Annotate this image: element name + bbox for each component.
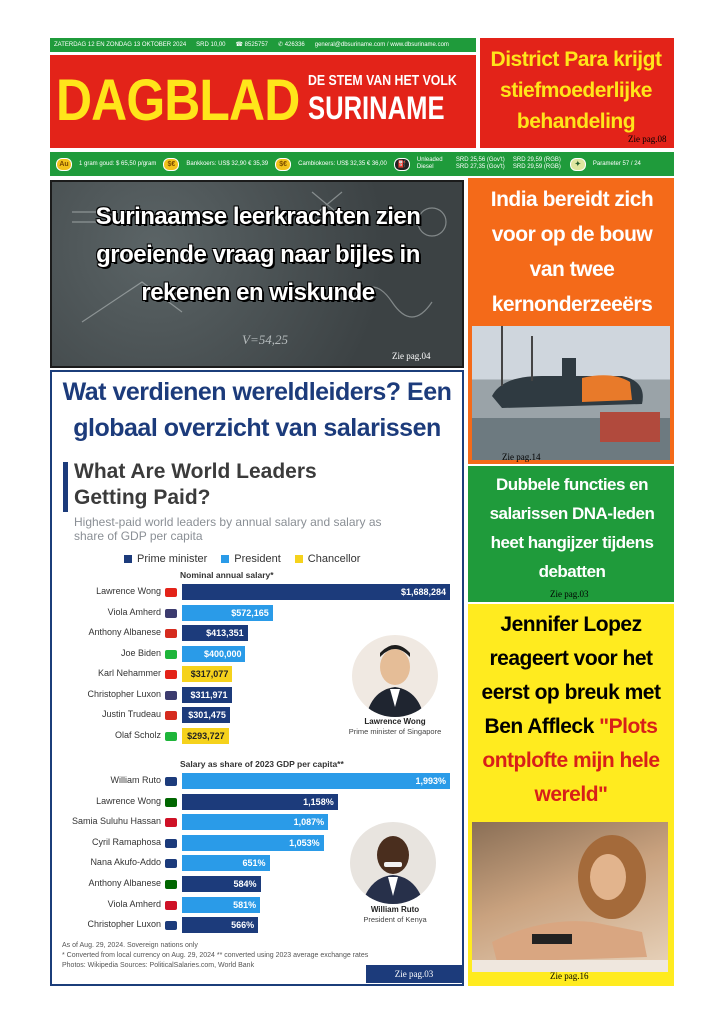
- s2-flag-icon-7: [165, 921, 177, 930]
- footnote-2: * Converted from local currency on Aug. 29, 2024 ** converted using 2023 average exchange rates: [62, 952, 369, 959]
- see-page-wereldleiders: Zie pag.03: [366, 965, 462, 983]
- chart-title: What Are World Leaders Getting Paid?: [74, 460, 317, 509]
- rates-bar: [50, 152, 674, 176]
- s1-bar-1: $572,165: [182, 605, 273, 621]
- s2-bar-5: 584%: [182, 876, 261, 892]
- s2-bar-7: 566%: [182, 917, 258, 933]
- top-info-bar: [50, 38, 476, 52]
- bank-rate: Bankkoers: US$ 32,90 € 35,39: [186, 161, 269, 167]
- s2-label-4: Nana Akufo-Addo: [90, 857, 161, 868]
- footnote-1: As of Aug. 29, 2024. Sovereign nations only: [62, 942, 198, 949]
- parameter: Parameter 57 / 24: [592, 161, 641, 167]
- svg-text:V=54,25: V=54,25: [242, 332, 288, 347]
- parameter-icon: ✦: [570, 158, 586, 171]
- masthead-title: DAGBLAD: [56, 68, 300, 133]
- see-page-india: Zie pag.14: [502, 452, 541, 462]
- s2-flag-icon-5: [165, 880, 177, 889]
- cambio-rate: Cambiokoers: US$ 32,35 € 36,00: [298, 161, 387, 167]
- fuel-pump-icon: ⛽: [394, 158, 410, 171]
- fuel-price-1: SRD 25,56 (Gov't) SRD 27,35 (Gov't): [455, 157, 505, 170]
- headline-dna[interactable]: Dubbele functies en salarissen DNA-leden heet hangijzer tijdens debatten: [489, 475, 655, 581]
- chart-subtitle: Highest-paid world leaders by annual salary and salary as share of GDP per capita: [74, 515, 382, 543]
- s2-bar-4: 651%: [182, 855, 270, 871]
- photo1-name: Lawrence Wong: [364, 717, 426, 726]
- s1-bar-3: $400,000: [182, 646, 245, 662]
- s1-label-5: Christopher Luxon: [87, 688, 161, 699]
- s1-bar-0: $1,688,284: [182, 584, 450, 600]
- dollar-euro-icon: $€: [163, 158, 179, 171]
- headline-jlo[interactable]: [472, 608, 670, 812]
- s2-label-6: Viola Amherd: [107, 898, 161, 909]
- s1-label-6: Justin Trudeau: [101, 709, 161, 719]
- s2-flag-icon-1: [165, 798, 177, 807]
- s1-flag-icon-2: [165, 629, 177, 638]
- william-ruto-photo: [350, 822, 436, 904]
- s1-bar-5: $311,971: [182, 687, 232, 703]
- footnote-3: Photos: Wikipedia Sources: PoliticalSalaries.com, World Bank: [62, 962, 255, 969]
- chart-legend: [124, 553, 360, 565]
- s2-bar-3: 1,053%: [182, 835, 324, 851]
- see-page-dna: Zie pag.03: [550, 589, 589, 599]
- section2-title: Salary as share of 2023 GDP per capita**: [180, 759, 344, 769]
- s1-flag-icon-1: [165, 609, 177, 618]
- issue-price: SRD 10,00: [196, 42, 226, 48]
- headline-jlo-quote: "Plots ontplofte mijn hele wereld": [482, 715, 660, 806]
- s1-bar-4: $317,077: [182, 666, 232, 682]
- s2-flag-icon-6: [165, 901, 177, 910]
- s1-bar-7: $293,727: [182, 728, 229, 744]
- s1-bar-2: $413,351: [182, 625, 248, 641]
- lawrence-wong-photo: [352, 635, 438, 717]
- email-web[interactable]: general@dbsuriname.com / www.dbsuriname.com: [314, 42, 449, 48]
- phone-number: ☎ 8525757: [235, 42, 269, 48]
- gold-icon: Au: [56, 158, 72, 171]
- jennifer-lopez-photo: [472, 822, 668, 972]
- s2-flag-icon-2: [165, 818, 177, 827]
- see-page-district-para: Zie pag.08: [628, 134, 667, 144]
- s2-bar-0: 1,993%: [182, 773, 450, 789]
- issue-date: ZATERDAG 12 EN ZONDAG 13 OKTOBER 2024: [54, 42, 187, 48]
- headline-jlo-main: Jennifer Lopez reageert voor het eerst op breuk met Ben Affleck: [481, 613, 661, 738]
- s2-bar-1: 1,158%: [182, 794, 338, 810]
- legend-item-president: President: [221, 553, 280, 565]
- s1-label-1: Viola Amherd: [107, 606, 161, 617]
- dollar-euro-icon-2: $€: [275, 158, 291, 171]
- s2-flag-icon-0: [165, 777, 177, 786]
- s1-flag-icon-3: [165, 650, 177, 659]
- headline-district-para[interactable]: District Para krijgt stiefmoederlijke behandeling: [490, 48, 662, 133]
- s1-flag-icon-4: [165, 670, 177, 679]
- submarine-photo: [472, 326, 670, 460]
- masthead-name: SURINAME: [308, 90, 445, 126]
- s1-flag-icon-5: [165, 691, 177, 700]
- fuel-price-2: SRD 29,59 (RGB) SRD 29,59 (RGB): [512, 157, 561, 170]
- masthead-tagline: DE STEM VAN HET VOLK: [308, 72, 457, 89]
- legend-item-pm: Prime minister: [124, 553, 207, 565]
- photo2-role: President of Kenya: [363, 915, 427, 924]
- s2-flag-icon-3: [165, 839, 177, 848]
- s2-label-7: Christopher Luxon: [87, 919, 161, 930]
- see-page-leerkrachten: Zie pag.04: [392, 351, 431, 361]
- fuel-label: Unleaded Diesel: [416, 157, 443, 170]
- s2-flag-icon-4: [165, 859, 177, 868]
- title-accent-bar: [63, 462, 68, 512]
- whatsapp-number: ✆ 426336: [278, 42, 305, 48]
- s2-label-0: William Ruto: [110, 775, 161, 785]
- s1-flag-icon-7: [165, 732, 177, 741]
- s1-flag-icon-6: [165, 711, 177, 720]
- s2-bar-2: 1,087%: [182, 814, 328, 830]
- see-page-jlo: Zie pag.16: [550, 971, 589, 981]
- s1-flag-icon-0: [165, 588, 177, 597]
- s1-label-2: Anthony Albanese: [88, 627, 161, 637]
- photo1-role: Prime minister of Singapore: [348, 727, 442, 736]
- headline-leerkrachten[interactable]: Surinaamse leerkrachten zien groeiende vraag naar bijles in rekenen en wiskunde: [95, 203, 421, 306]
- s1-label-4: Karl Nehammer: [97, 668, 161, 678]
- photo2-name: William Ruto: [370, 905, 420, 914]
- s1-bar-6: $301,475: [182, 707, 230, 723]
- s1-label-3: Joe Biden: [120, 647, 161, 658]
- gold-rate: 1 gram goud: $ 65,50 p/gram: [79, 161, 157, 167]
- s2-label-1: Lawrence Wong: [96, 795, 161, 806]
- s1-label-7: Olaf Scholz: [114, 729, 161, 740]
- headline-india[interactable]: India bereidt zich voor op de bouw van twee kernonderzeeërs: [490, 188, 654, 316]
- legend-item-chancellor: Chancellor: [295, 553, 361, 565]
- section1-title: Nominal annual salary*: [180, 570, 274, 580]
- headline-wereldleiders[interactable]: Wat verdienen wereldleiders? Een globaal overzicht van salarissen: [62, 378, 452, 442]
- s1-label-0: Lawrence Wong: [96, 586, 161, 596]
- s2-label-3: Cyril Ramaphosa: [91, 836, 161, 847]
- s2-label-2: Samia Suluhu Hassan: [71, 816, 161, 827]
- s2-bar-6: 581%: [182, 897, 260, 913]
- s2-label-5: Anthony Albanese: [88, 878, 161, 888]
